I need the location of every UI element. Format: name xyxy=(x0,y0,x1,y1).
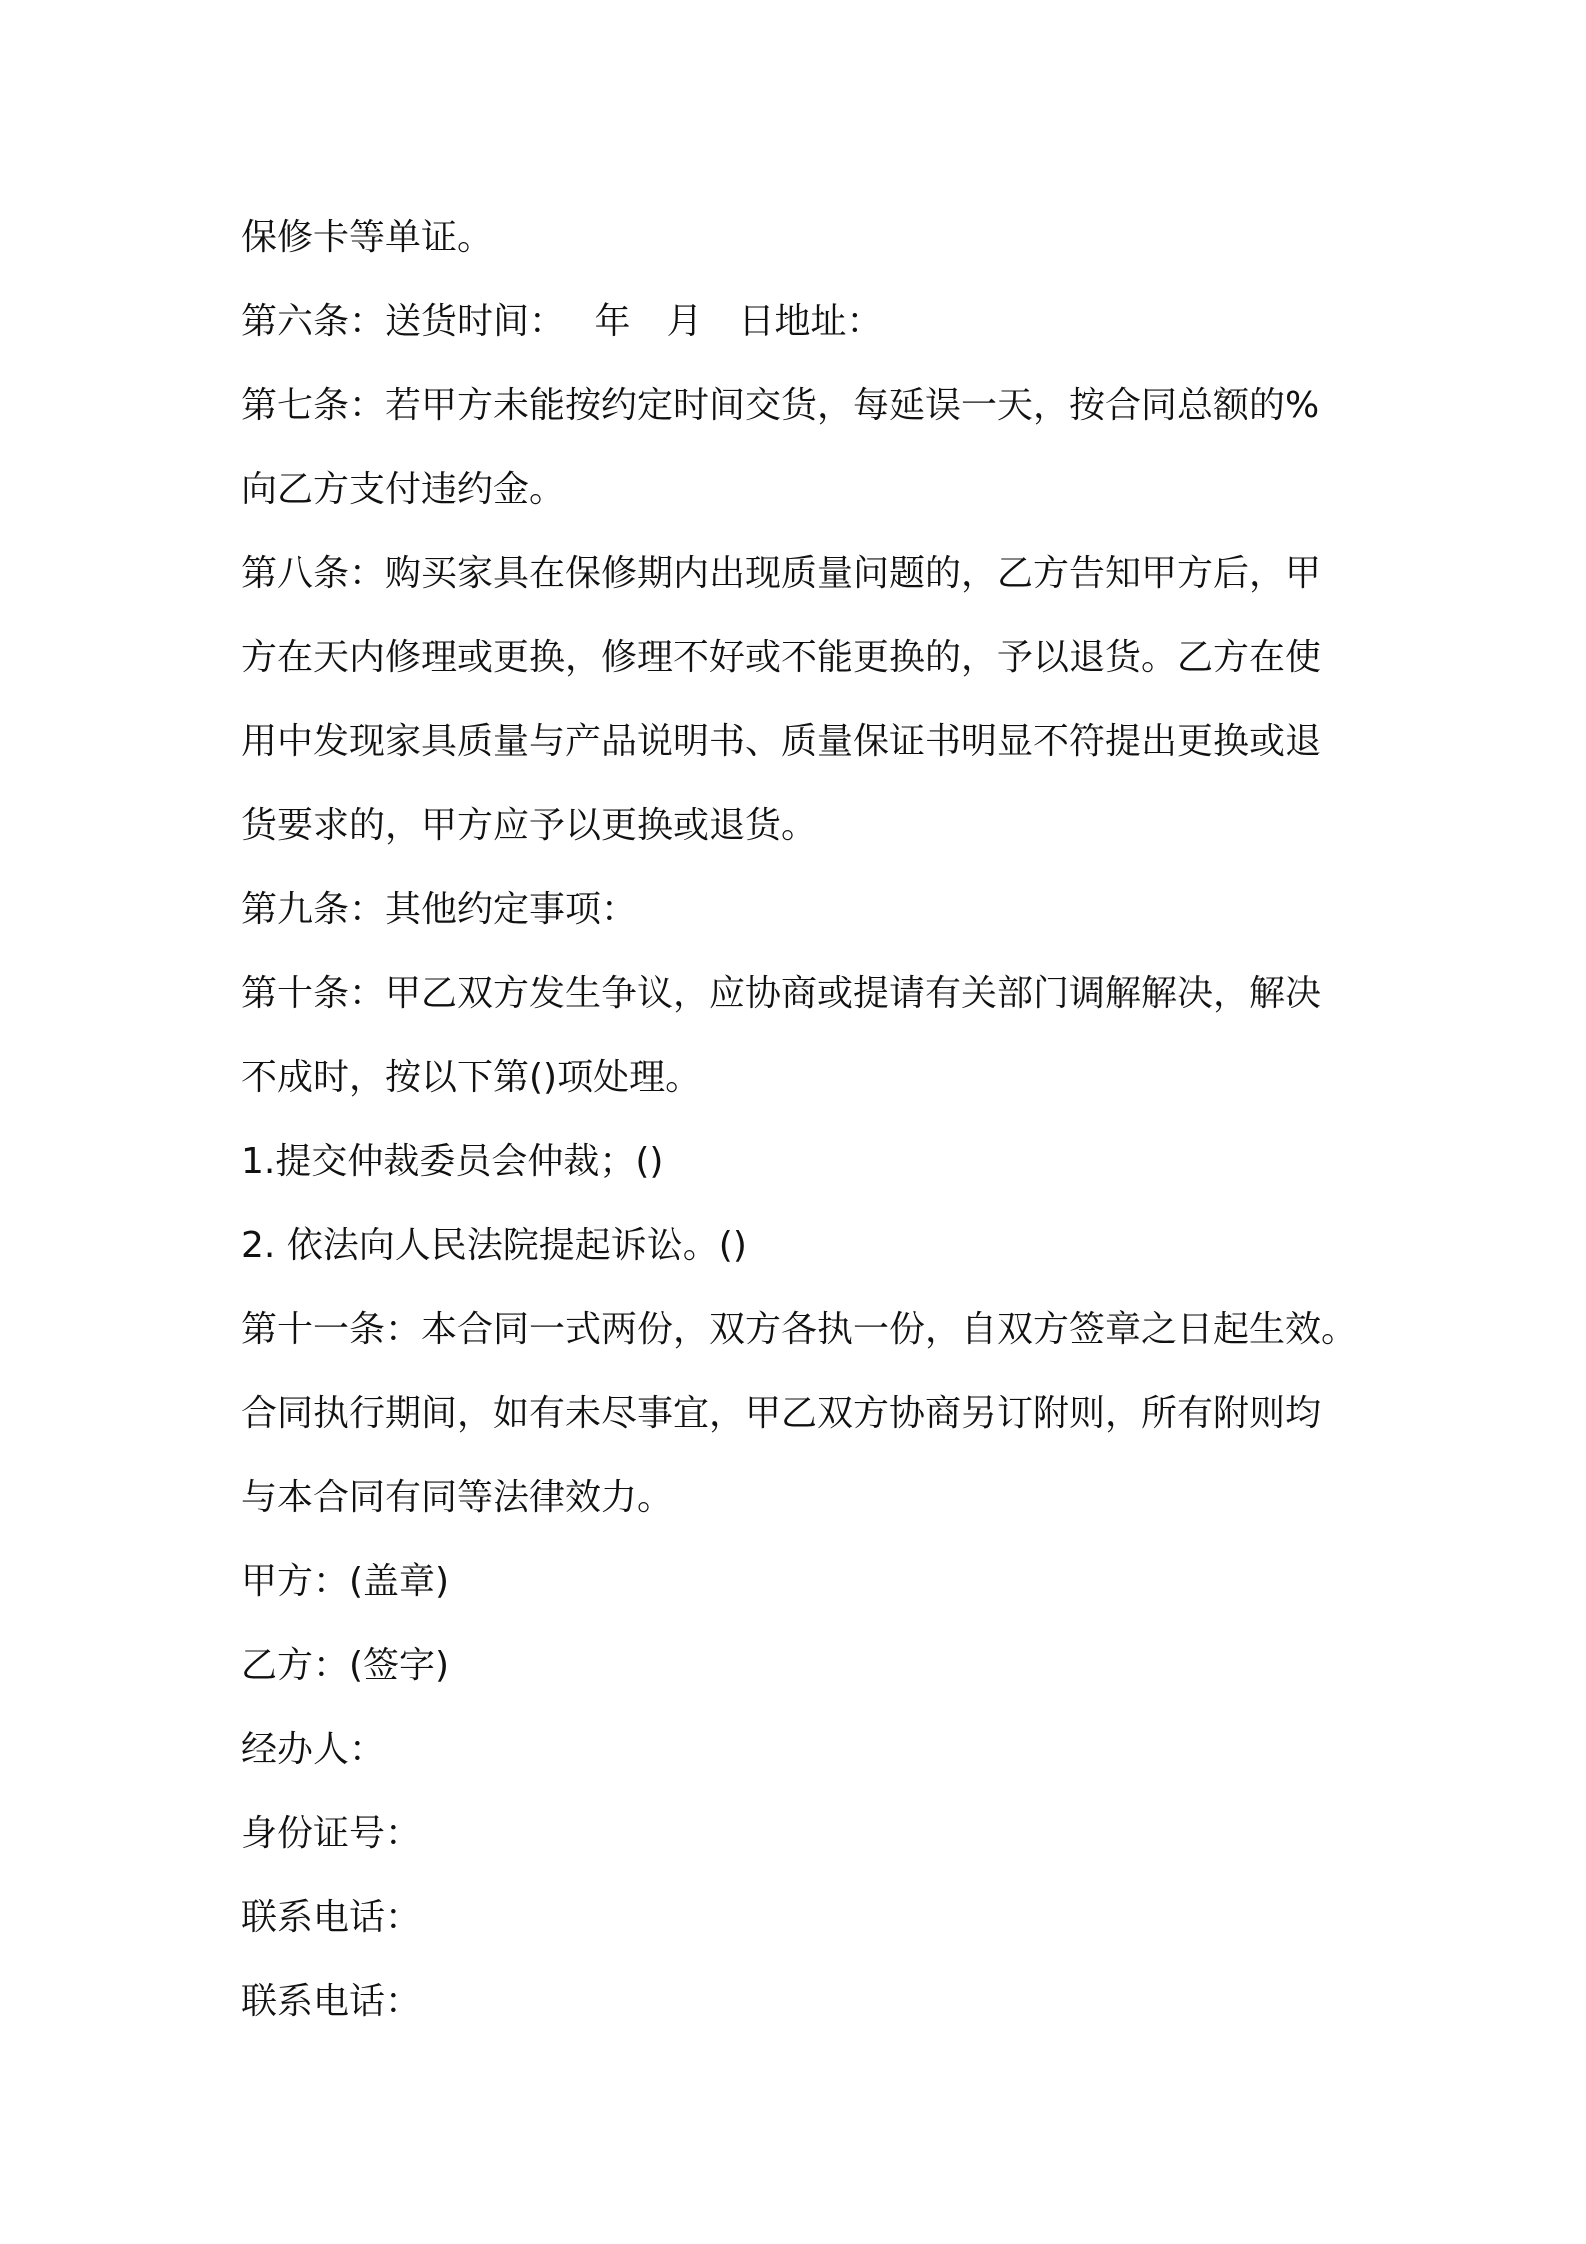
clause-8-line-3: 用中发现家具质量与产品说明书、质量保证书明显不符提出更换或退 xyxy=(241,721,1322,762)
clause-8-line-1: 第八条：购买家具在保修期内出现质量问题的，乙方告知甲方后，甲 xyxy=(241,553,1322,594)
document-body xyxy=(241,196,1361,2044)
clause-7-line-1: 第七条：若甲方未能按约定时间交货，每延误一天，按合同总额的% xyxy=(241,385,1320,426)
id-number-field: 身份证号： xyxy=(241,1813,422,1854)
phone-field-2: 联系电话： xyxy=(241,1981,422,2022)
clause-10-line-2: 不成时，按以下第()项处理。 xyxy=(241,1057,702,1098)
handler-field: 经办人： xyxy=(241,1729,386,1770)
clause-11-line-3: 与本合同有同等法律效力。 xyxy=(241,1477,674,1518)
clause-8-line-2: 方在天内修理或更换，修理不好或不能更换的，予以退货。乙方在使 xyxy=(241,637,1322,678)
clause-6-delivery: 第六条：送货时间： 年 月 日地址： xyxy=(241,301,883,342)
party-b-signature: 乙方：(签字) xyxy=(241,1645,450,1686)
clause-10-option-2: 2. 依法向人民法院提起诉讼。() xyxy=(241,1225,747,1266)
clause-5-continuation: 保修卡等单证。 xyxy=(241,217,494,258)
clause-10-line-1: 第十条：甲乙双方发生争议，应协商或提请有关部门调解解决，解决 xyxy=(241,973,1322,1014)
party-a-seal: 甲方：(盖章) xyxy=(241,1561,450,1602)
clause-8-line-4: 货要求的，甲方应予以更换或退货。 xyxy=(241,805,818,846)
clause-7-line-2: 向乙方支付违约金。 xyxy=(241,469,566,510)
clause-9-other-terms: 第九条：其他约定事项： xyxy=(241,889,638,930)
clause-10-option-1: 1.提交仲裁委员会仲裁；() xyxy=(241,1141,664,1182)
phone-field-1: 联系电话： xyxy=(241,1897,422,1938)
clause-11-line-2: 合同执行期间，如有未尽事宜，甲乙双方协商另订附则，所有附则均 xyxy=(241,1393,1322,1434)
clause-11-line-1: 第十一条：本合同一式两份，双方各执一份，自双方签章之日起生效。 xyxy=(241,1309,1358,1350)
